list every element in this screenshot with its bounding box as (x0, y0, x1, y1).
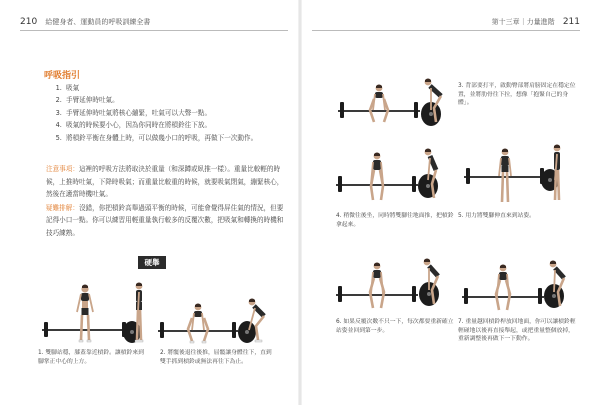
caption-step-5: 5. 用力將雙腳伸直來到站姿。 (458, 213, 535, 219)
right-page-number: 211 (562, 17, 580, 27)
breathing-step: 5. 將槓鈴平衡在身體上時，可以做幾小口的呼吸，再做下一次動作。 (64, 132, 296, 144)
caption-step-1: 1. 雙腳站穩，膝蓋靠近槓鈴。讓槓鈴來到腳掌正中心的上方。 (38, 350, 144, 365)
figure-3-side-view (414, 66, 454, 132)
troubleshooting-paragraph (46, 202, 284, 240)
figure-2-side-view (234, 280, 274, 348)
breathing-guide-title: 呼吸指引 (44, 71, 81, 81)
troubleshooting-label: 疑難排解： (46, 203, 79, 212)
figure-7-front-view (460, 256, 546, 314)
figure-6-front-view (334, 254, 420, 312)
right-header-rule (312, 30, 580, 31)
right-running-title: 第十三章｜力量進階 (491, 18, 555, 26)
caution-label: 注意事項： (46, 165, 79, 173)
figure-1-side-view (122, 278, 156, 348)
deadlift-badge: 硬舉 (138, 256, 166, 269)
breathing-steps-list (50, 82, 296, 144)
figure-2-front-view (156, 285, 240, 345)
notes-block (46, 163, 284, 241)
left-header-rule (20, 30, 288, 31)
figure-4-side-view (412, 142, 452, 208)
caption-step-3: 3. 背部要打平，啟動臀部將肩膀固定在穩定位置，並將肋骨往下拉，想像「抱緊自己的身體」。 (458, 83, 576, 107)
caution-text: 這裡的呼吸方法將取決於重量（和深蹲或臥推一樣）。重量比較輕的時候，上推時吐氣，下降時吸氣；而重量比較重的時候，就要吸氣閉氣，繃緊核心，然後在適當時機吐氣。 (46, 165, 284, 199)
breathing-step: 3. 手臂延伸時吐氣將核心繃緊，吐氣可以大聲一點。 (64, 107, 296, 119)
right-page-header (492, 17, 580, 27)
caption-step-2: 2. 將髖後退往後推，屈髖讓身體往下，直到雙手抓到槓鈴或無法再往下為止。 (160, 350, 272, 365)
figure-1-front-view (40, 282, 130, 346)
figure-7-side-view (538, 248, 578, 314)
figure-4-front-view (334, 148, 420, 206)
breathing-step: 2. 手臂延伸時吐氣。 (64, 94, 296, 106)
caution-paragraph (46, 163, 284, 201)
caption-step-4: 4. 稍微往後坐，同時將雙腳往地面推，把槓鈴拿起來。 (336, 213, 454, 228)
breathing-step: 4. 吸氣的時候要小心，因為你同時在將槓鈴往下放。 (64, 119, 296, 131)
caption-step-7: 7. 重量越回槓鈴桿放回地面，你可以讓槓鈴輕輕碰地以後再直接舉起，或把重量整個放掉，重新調整後再做下一下動作。 (458, 319, 576, 343)
troubleshooting-text: 沒錯，你把槓鈴高舉過頭平衡的時候，可能會覺得屏住氣的情況，但要記得小口一點。你可以練習用輕重量執行較多的反覆次數，把吸氣和轉換的時機和技巧練熟。 (46, 203, 284, 237)
figure-6-side-view (412, 246, 452, 312)
left-page-header (20, 17, 150, 27)
figure-5-side-view (540, 140, 576, 208)
left-page-number: 210 (20, 17, 38, 27)
book-gutter (298, 0, 302, 405)
figure-5-front-view (462, 146, 548, 206)
figure-3-front-view (336, 74, 422, 126)
left-running-title: 給健身者、運動員的呼吸訓練全書 (45, 18, 151, 26)
breathing-step: 1. 吸氣 (64, 82, 296, 94)
caption-step-6: 6. 如果反覆次數不只一下，每次都要重新確立站姿並回到第一步。 (336, 319, 454, 334)
